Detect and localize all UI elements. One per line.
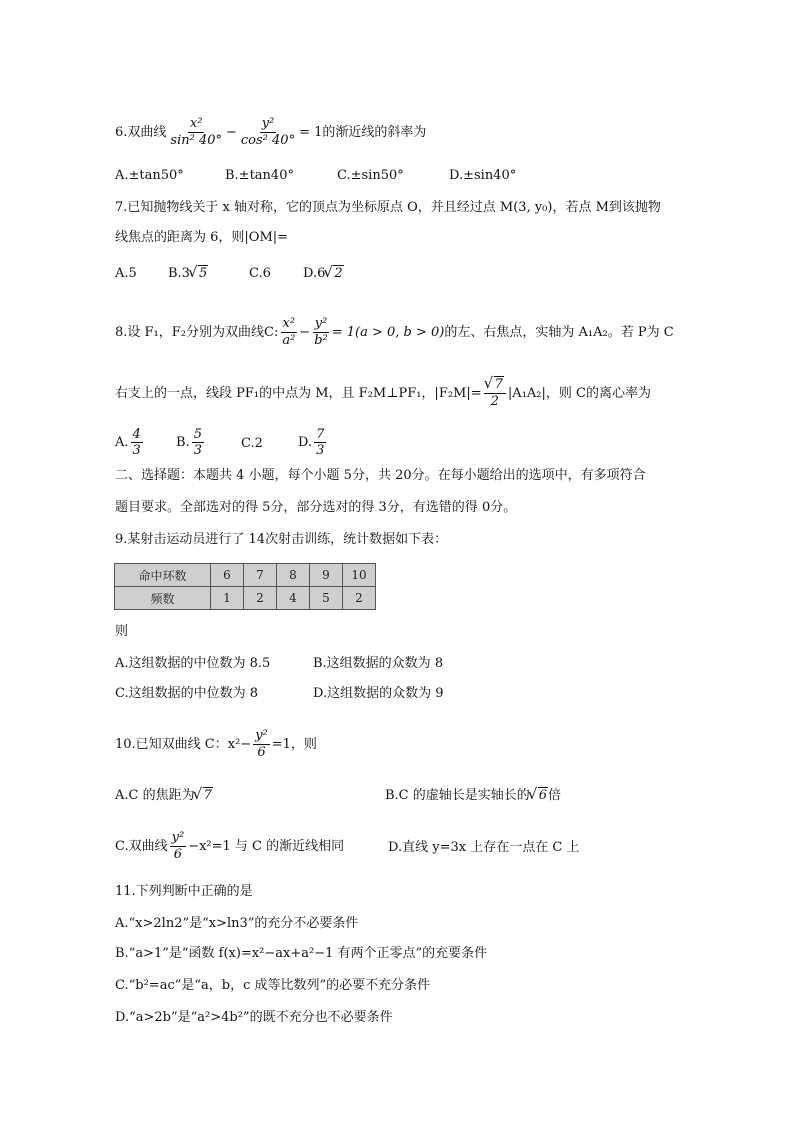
q6-option-b: B.±tan40° [225, 168, 294, 183]
q7-option-d-label: D.6 [303, 266, 326, 281]
section2-instruction-line1: 二、选择题：本题共 4 小题，每个小题 5分，共 20分。在每小题给出的选项中，有多项符合 [115, 468, 646, 483]
q10-f-den: 6 [257, 745, 266, 760]
q9-then: 则 [115, 624, 129, 639]
table-row [115, 587, 376, 610]
q10-prefix: 10.已知双曲线 C：x²− [115, 737, 252, 752]
q8-option-c: C.2 [241, 436, 263, 451]
q8-f2-den: b² [314, 333, 328, 348]
q10-option-d: D.直线 y=3x 上存在一点在 C 上 [388, 840, 580, 855]
q8-f1-num: x² [282, 316, 296, 331]
q8-option-d [298, 427, 328, 458]
q7-option-d-sqrt [325, 264, 343, 284]
q7-option-a: A.5 [115, 266, 137, 281]
q10-option-c-frac [170, 830, 187, 863]
q8-option-a-label: A. [115, 435, 129, 450]
q8-option-a-frac [131, 427, 143, 458]
q8-f1-den: a² [282, 333, 296, 348]
q7-option-b [168, 264, 208, 284]
q7-option-b-sqrt [190, 264, 208, 284]
table-cell: 8 [277, 564, 310, 587]
q8-stem-line2 [115, 377, 651, 410]
q8-prefix: 8.设 F₁，F₂分别为双曲线C: [115, 325, 279, 340]
q11-option-d: D.“a>2b”是“a²>4b²”的既不充分也不必要条件 [115, 1010, 393, 1025]
q8-minus: − [299, 325, 311, 340]
q7-option-d-radicand: 2 [334, 266, 343, 281]
q10-option-c-suffix: −x²=1 与 C 的渐近线相同 [188, 839, 345, 854]
q8-condition: = 1(a > 0, b > 0) [331, 325, 445, 340]
q9-option-d: D.这组数据的众数为 9 [313, 686, 444, 701]
q6-minus: − [226, 125, 237, 140]
q10-f-num: y² [255, 728, 268, 743]
q7-option-b-label: B.3 [168, 266, 190, 281]
q6-f1-den: sin² 40° [170, 133, 222, 148]
q10-fraction [253, 728, 270, 761]
q7-option-b-radicand: 5 [198, 266, 208, 281]
q10-option-b-sqrt [530, 786, 548, 806]
q6-prefix: 6.双曲线 [115, 125, 167, 140]
q9-stem: 9.某射击运动员进行了 14次射击训练，统计数据如下表： [115, 532, 448, 547]
q8-option-b-frac [192, 427, 204, 458]
table-cell: 1 [211, 587, 244, 610]
q6-option-c: C.±sin50° [337, 168, 404, 183]
q8-ratio-sqrt [486, 377, 504, 393]
table-cell: 4 [277, 587, 310, 610]
q8-ratio-radicand: 7 [494, 377, 503, 392]
q9-option-b: B.这组数据的众数为 8 [313, 656, 444, 671]
q9-option-c: C.这组数据的中位数为 8 [115, 686, 259, 701]
q10-stem [115, 728, 317, 761]
table-cell: 10 [343, 564, 376, 587]
q6-option-a: A.±tan50° [115, 168, 184, 183]
q8-option-a [115, 427, 145, 458]
q6-option-d: D.±sin40° [449, 168, 517, 183]
q8-line2-suffix: |A₁A₂|，则 C的离心率为 [507, 386, 651, 401]
q8-option-b-num: 5 [193, 427, 202, 442]
q8-option-d-frac [314, 427, 326, 458]
q7-option-d [303, 264, 344, 284]
table-cell: 2 [244, 587, 277, 610]
q11-option-b: B.“a>1”是“函数 f(x)=x²−ax+a²−1 有两个正零点”的充要条件 [115, 946, 488, 961]
q10-option-a-sqrt [195, 786, 213, 806]
q6-f1-num: x² [189, 116, 203, 131]
table-cell: 6 [211, 564, 244, 587]
q10-option-a-radicand: 7 [203, 788, 212, 803]
q9-frequency-table [114, 563, 376, 610]
q8-fraction-1 [280, 316, 297, 349]
q8-ratio-den: 2 [490, 394, 499, 409]
q8-option-d-label: D. [298, 435, 313, 450]
q11-stem: 11.下列判断中正确的是 [115, 884, 253, 899]
table-header-rings: 命中环数 [115, 564, 211, 587]
q10-option-b-text: B.C 的虚轴长是实轴长的 [385, 788, 530, 803]
q6-suffix: = 1的渐近线的斜率为 [299, 125, 427, 140]
table-cell: 5 [310, 587, 343, 610]
q7-option-c: C.6 [249, 266, 271, 281]
q10-option-c-text: C.双曲线 [115, 839, 168, 854]
q9-option-a: A.这组数据的中位数为 8.5 [115, 656, 271, 671]
q8-option-a-den: 3 [132, 443, 141, 458]
q6-f2-num: y² [261, 116, 275, 131]
q7-stem-line1: 7.已知抛物线关于 x 轴对称，它的顶点为坐标原点 O，并且经过点 M(3, y₀)，若点 M到该抛物 [115, 200, 661, 215]
q10-option-a-text: A.C 的焦距为 [115, 788, 195, 803]
table-header-frequency: 频数 [115, 587, 211, 610]
q10-option-c-den: 6 [173, 847, 183, 862]
q10-option-b-suffix: 倍 [548, 788, 562, 803]
q8-option-b [176, 427, 206, 458]
q6-f2-den: cos² 40° [240, 133, 296, 148]
q7-stem-line2: 线焦点的距离为 6，则|OM|= [115, 230, 289, 245]
q10-option-a [115, 786, 213, 806]
q8-ratio-num [484, 377, 506, 394]
q8-stem-line1 [115, 316, 674, 349]
q8-line2-prefix: 右支上的一点，线段 PF₁的中点为 M，且 F₂M⊥PF₁，|F₂M|= [115, 386, 482, 401]
q10-option-b-radicand: 6 [538, 788, 548, 803]
section2-instruction-line2: 题目要求。全部选对的得 5分，部分选对的得 3分，有选错的得 0分。 [115, 500, 517, 515]
q8-option-b-label: B. [176, 435, 190, 450]
q6-fraction-2 [239, 116, 297, 149]
q8-fraction-2 [312, 316, 330, 349]
q8-option-d-num: 7 [316, 427, 325, 442]
q8-option-a-num: 4 [132, 427, 141, 442]
q8-option-d-den: 3 [316, 443, 325, 458]
table-row [115, 564, 376, 587]
q8-option-b-den: 3 [193, 443, 202, 458]
table-cell: 9 [310, 564, 343, 587]
q8-suffix: 的左、右焦点，实轴为 A₁A₂。若 P为 C [444, 325, 674, 340]
q10-option-c-num: y² [171, 830, 185, 845]
q10-suffix: =1，则 [271, 737, 317, 752]
q10-option-c [115, 830, 344, 863]
q6-fraction-1 [168, 116, 224, 149]
q8-fraction-ratio [484, 377, 506, 410]
q8-f2-num: y² [314, 316, 328, 331]
table-cell: 7 [244, 564, 277, 587]
q11-option-a: A.“x>2ln2”是“x>ln3”的充分不必要条件 [115, 916, 359, 931]
q11-option-c: C.“b²=ac”是“a，b，c 成等比数列”的必要不充分条件 [115, 978, 431, 993]
q6-stem [115, 116, 426, 149]
q10-option-b [385, 786, 561, 806]
table-cell: 2 [343, 587, 376, 610]
